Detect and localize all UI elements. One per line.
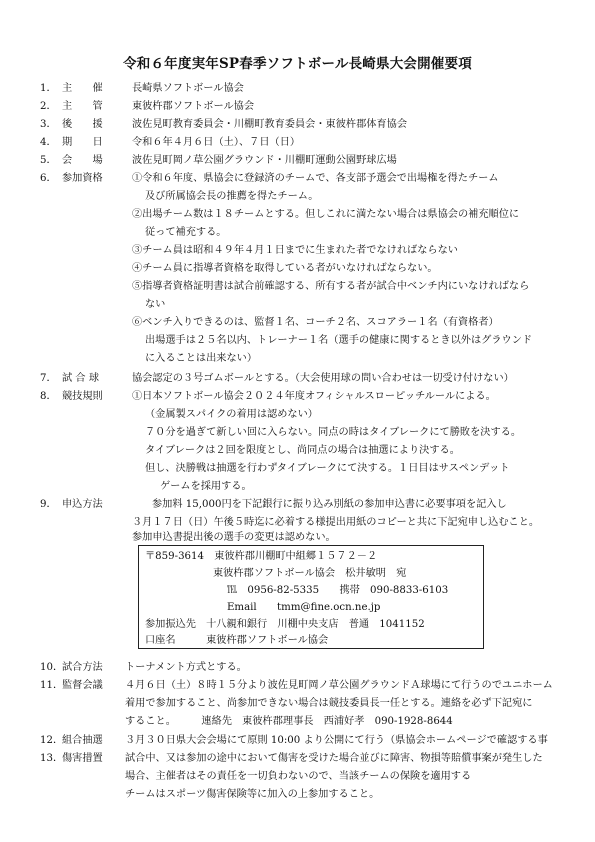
item-line: 参加料 15,000円を下記銀行に振り込み別紙の参加申込書に必要事項を記入し — [152, 499, 507, 510]
item-line: 参加申込書提出後の選手の変更は認めない。 — [132, 532, 336, 543]
item-line: 場合、主催者はその責任を一切負わないので、当該チームの保険を適用する — [125, 771, 472, 782]
item-line: 従って補充する。 — [145, 227, 227, 238]
item-label: 競技規則 — [62, 391, 103, 402]
item-rules-cont — [0, 462, 595, 480]
item-text: 令和６年４月６日（土）、７日（日） — [132, 137, 301, 148]
item-line: ゲームを採用する。 — [160, 481, 252, 492]
item-line: 出場選手は２５名以内、トレーナー１名（選手の健康に関するとき以外はグラウンド — [145, 335, 533, 346]
address-box — [138, 545, 484, 649]
item-line: ③チーム員は昭和４９年４月１日までに生まれた者でなければならない — [132, 245, 458, 256]
item-number: 2． — [40, 101, 57, 112]
item-line: （金属製スパイクの着用は認めない） — [145, 409, 318, 420]
item-rules — [0, 390, 595, 408]
item-injury — [0, 752, 595, 770]
address-phone: ℡ 0956-82-5335 携帯 090-8833-6103 — [227, 585, 449, 596]
item-line: ①日本ソフトボール協会２０２４年度オフィシャルスローピッチルールによる。 — [132, 391, 496, 402]
item-line: に入ることは出来ない） — [145, 353, 258, 364]
item-label: 監督会議 — [62, 680, 103, 691]
item-number: 11． — [40, 680, 64, 691]
item-text: 長崎県ソフトボール協会 — [132, 83, 244, 94]
item-line: ７０分を過ぎて新しい回に入らない。同点の時はタイブレークにて勝敗を決する。 — [145, 427, 522, 438]
item-line: ４月６日（土）８時１５分より波佐見町岡ノ草公園グラウンドＡ球場にて行うのでユニホーム — [125, 680, 553, 691]
item-line: ②出場チーム数は１８チームとする。但しこれに満たない場合は県協会の補充順位に — [132, 209, 520, 220]
item-date — [0, 136, 595, 154]
item-text: 波佐見町岡ノ草公園グラウンド・川棚町運動公園野球広場 — [132, 155, 397, 166]
item-text: 協会認定の３号ゴムボールとする。（大会使用球の問い合わせは一切受け付けない） — [132, 373, 514, 384]
item-line: 着用で参加すること、尚参加できない場合は競技委員長一任とする。連絡を必ず下記宛に — [125, 698, 533, 709]
item-line: ⑥ベンチ入りできるのは、監督１名、コーチ２名、スコアラー１名（有資格者） — [132, 317, 499, 328]
item-label: 試 合 球 — [62, 373, 100, 384]
item-rules-cont — [0, 480, 595, 498]
item-support — [0, 118, 595, 136]
item-label: 会 場 — [62, 155, 103, 166]
bank-transfer: 参加振込先 十八親和銀行 川棚中央支店 普通 1041152 — [145, 619, 425, 630]
item-label: 期 日 — [62, 137, 103, 148]
item-number: 1． — [40, 83, 57, 94]
item-injury-cont — [0, 770, 595, 788]
item-eligibility-cont — [0, 280, 595, 298]
item-line: ①令和６年度、県協会に登録済のチームで、各支部予選会で出場権を得たチーム — [132, 173, 499, 184]
item-draw — [0, 734, 595, 752]
item-number: 13． — [40, 753, 64, 764]
item-number: 4． — [40, 137, 57, 148]
item-line: 但し、決勝戦は抽選を行わずタイブレークにて決する。１日目はサスペンデット — [145, 463, 510, 474]
item-eligibility — [0, 172, 595, 190]
item-injury-cont — [0, 788, 595, 806]
item-manager — [0, 100, 595, 118]
item-rules-cont — [0, 426, 595, 444]
item-label: 主 催 — [62, 83, 103, 94]
item-line: ３月１７日（日）午後５時迄に必着する様提出用紙のコピーと共に下記宛申し込むこと。 — [132, 517, 540, 528]
item-number: 6． — [40, 173, 57, 184]
item-text: 波佐見町教育委員会・川棚町教育委員会・東彼杵郡体育協会 — [132, 119, 408, 130]
item-number: 8． — [40, 391, 57, 402]
item-label: 試合方法 — [62, 662, 103, 673]
address-organization: 東彼杵郡ソフトボール協会 松井敏明 宛 — [213, 568, 407, 579]
item-label: 傷害措置 — [62, 753, 103, 764]
item-ball — [0, 372, 595, 390]
item-line: 試合中、又は参加の途中において傷害を受けた場合並びに障害、物損等賠償事案が発生した — [125, 753, 543, 764]
item-format — [0, 661, 595, 679]
item-eligibility-cont — [0, 316, 595, 334]
item-number: 9． — [40, 499, 57, 510]
item-line: すること。 連絡先 東彼杵郡理事長 西浦好孝 090-1928-8644 — [125, 716, 453, 727]
item-line: タイブレークは２回を限度とし、尚同点の場合は抽選により決する。 — [145, 445, 460, 456]
item-venue — [0, 154, 595, 172]
item-eligibility-cont — [0, 334, 595, 352]
item-number: 3． — [40, 119, 57, 130]
item-managers-meeting-cont — [0, 697, 595, 715]
item-managers-meeting — [0, 679, 595, 697]
item-label: 主 管 — [62, 101, 103, 112]
item-text: トーナメント方式とする。 — [125, 662, 247, 673]
item-managers-meeting-cont — [0, 715, 595, 733]
item-number: 5． — [40, 155, 57, 166]
item-line: 及び所属協会長の推薦を得たチーム。 — [145, 191, 319, 202]
item-line: ない — [145, 299, 166, 310]
item-number: 12． — [40, 735, 64, 746]
item-eligibility-cont — [0, 244, 595, 262]
item-label: 申込方法 — [62, 499, 103, 510]
item-eligibility-cont — [0, 298, 595, 316]
item-label: 組合抽選 — [62, 735, 103, 746]
item-label: 参加資格 — [62, 173, 103, 184]
item-line: ⑤指導者資格証明書は試合前確認する、所有する者が試合中ベンチ内にいなければなら — [132, 281, 530, 292]
account-name: 口座名 東彼杵郡ソフトボール協会 — [145, 635, 329, 646]
item-line: チームはスポーツ傷害保険等に加入の上参加すること。 — [125, 789, 380, 800]
address-postal: 〒859-3614 東彼杵郡川棚町中組郷１５７２－２ — [145, 551, 378, 562]
item-eligibility-cont — [0, 262, 595, 280]
address-email: Email tmm@fine.ocn.ne.jp — [227, 602, 381, 613]
item-eligibility-cont — [0, 352, 595, 370]
item-label: 後 援 — [62, 119, 103, 130]
item-line: ④チーム員に指導者資格を取得している者がいなければならない。 — [132, 263, 438, 274]
item-number: 7． — [40, 373, 57, 384]
item-rules-cont — [0, 444, 595, 462]
item-eligibility-cont — [0, 208, 595, 226]
item-text: ３月３０日県大会会場にて原則 10:00 より公開にて行う（県協会ホームページで確認する事 — [125, 735, 548, 746]
item-application — [0, 498, 595, 516]
item-text: 東彼杵郡ソフトボール協会 — [132, 101, 255, 112]
document-title: 令和６年度実年SP春季ソフトボール長崎県大会開催要項 — [123, 56, 472, 72]
item-rules-cont — [0, 408, 595, 426]
item-eligibility-cont — [0, 226, 595, 244]
item-organizer — [0, 82, 595, 100]
item-number: 10． — [40, 662, 64, 673]
item-eligibility-cont — [0, 190, 595, 208]
